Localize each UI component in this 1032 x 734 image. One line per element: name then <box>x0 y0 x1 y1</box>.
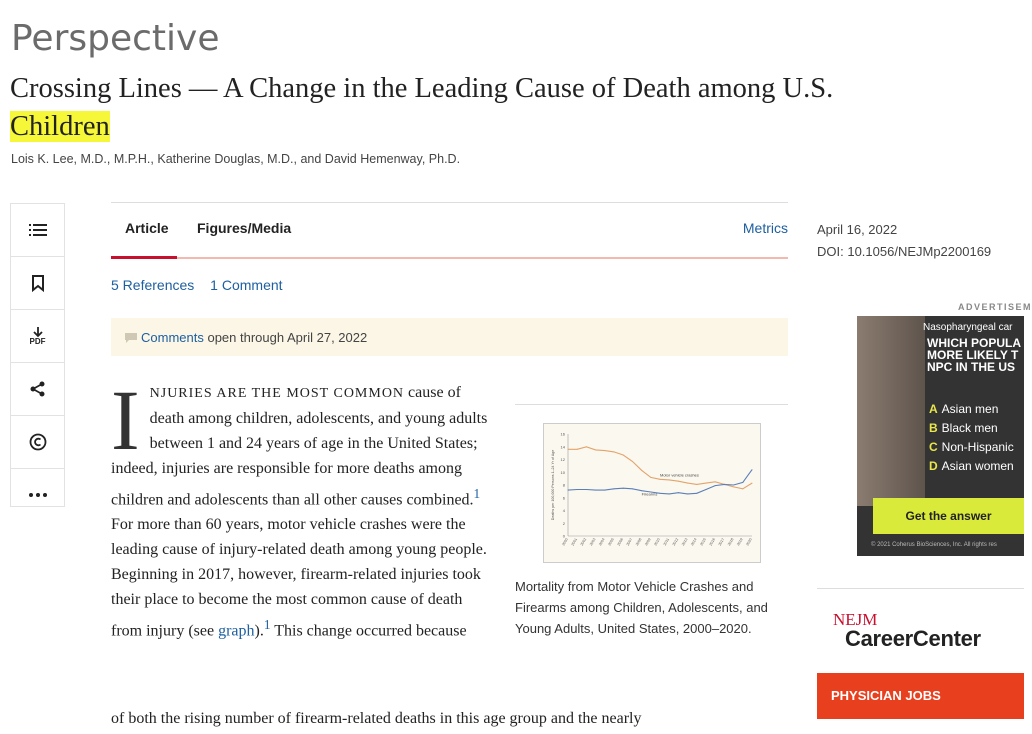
motor-vehicle-series-point <box>660 479 661 480</box>
firearms-series-point <box>752 469 753 470</box>
x-tick-label: 2007 <box>625 537 634 547</box>
x-tick-label: 2004 <box>598 537 606 547</box>
career-divider <box>817 588 1024 589</box>
mortality-chart <box>544 424 760 562</box>
ad-option-b: B Black men <box>929 421 998 435</box>
article-tabs <box>111 202 788 259</box>
motor-vehicle-series-point <box>752 483 753 484</box>
tab-metrics[interactable]: Metrics <box>742 220 788 236</box>
y-tick-label: 12 <box>560 457 565 462</box>
ad-option-a: A Asian men <box>929 402 999 416</box>
advertisement[interactable] <box>857 316 1024 556</box>
x-tick-label: 2015 <box>699 537 707 547</box>
career-center-logo[interactable]: CareerCenter <box>845 626 981 651</box>
physician-jobs-label: PHYSICIAN JOBS <box>831 688 941 703</box>
tab-figures-media[interactable]: Figures/Media <box>197 220 292 236</box>
lead-smallcaps: NJURIES ARE THE MOST COMMON <box>149 386 405 401</box>
motor-vehicle-series-point <box>604 450 605 451</box>
firearms-series-point <box>715 485 716 486</box>
comments-banner <box>111 318 788 356</box>
firearms-series-point <box>733 485 734 486</box>
firearms-series-point <box>696 493 697 494</box>
comment-link[interactable]: 1 Comment <box>210 277 283 293</box>
physician-jobs-bar[interactable] <box>817 673 1024 719</box>
article-body <box>111 372 491 644</box>
motor-vehicle-series-point <box>678 481 679 482</box>
x-tick-label: 2008 <box>635 537 643 547</box>
firearms-series-point <box>586 489 587 490</box>
reference-1-link-2[interactable]: 1 <box>263 617 271 633</box>
x-tick-label: 2019 <box>736 537 744 547</box>
firearms-series-point <box>568 490 569 491</box>
body-p3: ). <box>254 622 264 640</box>
references-links <box>111 277 283 293</box>
ad-option-d: D Asian women <box>929 459 1014 473</box>
firearms-series-point <box>687 493 688 494</box>
share-button[interactable] <box>11 363 64 416</box>
firearms-series-point <box>678 492 679 493</box>
firearms-series-point <box>623 488 624 489</box>
motor-vehicle-series-point <box>706 483 707 484</box>
more-icon <box>29 493 47 497</box>
x-tick-label: 2000 <box>561 537 569 547</box>
x-tick-label: 2001 <box>570 537 579 547</box>
x-tick-label: 2014 <box>690 537 698 547</box>
motor-vehicle-series-point <box>696 484 697 485</box>
bookmark-icon <box>32 275 44 291</box>
y-tick-label: 2 <box>562 520 565 526</box>
figure-divider <box>515 404 788 405</box>
drop-cap: I <box>111 372 140 468</box>
motor-vehicle-series-point <box>568 449 569 450</box>
comments-link[interactable]: Comments <box>141 330 204 345</box>
x-tick-label: 2002 <box>579 537 588 547</box>
x-tick-label: 2013 <box>681 537 689 547</box>
nejm-logo: NEJM <box>833 610 878 629</box>
bookmark-button[interactable] <box>11 257 64 310</box>
copyright-icon <box>29 433 47 451</box>
article-kicker: Perspective <box>11 18 220 59</box>
x-tick-label: 2016 <box>708 537 717 547</box>
x-tick-label: 2020 <box>745 537 753 547</box>
x-tick-label: 2006 <box>616 537 625 547</box>
article-title <box>10 70 940 146</box>
reference-1-link[interactable]: 1 <box>473 486 481 501</box>
body-p2: For more than 60 years, motor vehicle crashes were the leading cause of injury-related death among young people. Beginning in 2017, however, firearm-related injuries took their place to become the most common cause of death from injury (see <box>111 516 487 640</box>
y-tick-label: 14 <box>560 444 565 450</box>
series-label-motor-vehicle: Motor vehicle crashes <box>660 472 699 478</box>
figure-caption: Mortality from Motor Vehicle Crashes and Firearms among Children, Adolescents, and Young Adults, United States, 2000–2020. <box>515 579 768 636</box>
more-options-button[interactable] <box>11 469 64 521</box>
firearms-series-point <box>669 493 670 494</box>
motor-vehicle-series-point <box>641 470 642 471</box>
copyright-button[interactable] <box>11 416 64 469</box>
y-tick-label: 10 <box>560 469 565 475</box>
download-icon <box>32 327 44 337</box>
firearms-series-point <box>614 488 615 489</box>
motor-vehicle-series-point <box>586 446 587 447</box>
x-tick-label: 2003 <box>589 537 597 547</box>
toc-button[interactable] <box>11 204 64 257</box>
x-tick-label: 2010 <box>653 537 661 547</box>
firearms-series-point <box>660 493 661 494</box>
x-tick-label: 2009 <box>644 537 652 547</box>
motor-vehicle-series-point <box>733 486 734 487</box>
body-p4: This change occurred because <box>270 622 467 640</box>
motor-vehicle-series-point <box>632 461 633 462</box>
x-tick-label: 2005 <box>607 537 615 547</box>
list-icon <box>29 223 47 237</box>
firearms-series-point <box>632 488 633 489</box>
ad-answer-button[interactable]: Get the answer <box>873 498 1024 534</box>
ad-question: WHICH POPULA MORE LIKELY T NPC IN THE US <box>927 336 1021 374</box>
title-main: Crossing Lines — A Change in the Leading Cause of Death among U.S. <box>10 73 834 104</box>
y-tick-label: 16 <box>560 431 565 437</box>
firearms-series-point <box>724 484 725 485</box>
motor-vehicle-series-point <box>742 488 743 489</box>
y-tick-label: 4 <box>562 508 565 513</box>
comments-status: open through April 27, 2022 <box>203 330 368 345</box>
motor-vehicle-series-point <box>614 451 615 452</box>
article-meta <box>817 219 991 263</box>
article-toolbar <box>10 203 65 507</box>
ad-image <box>857 316 925 506</box>
ad-footer: © 2021 Coherus BioSciences, Inc. All rights res <box>871 542 997 548</box>
graph-link[interactable]: graph <box>218 622 255 640</box>
x-tick-label: 2012 <box>671 537 680 547</box>
figure-thumbnail[interactable] <box>543 423 761 563</box>
download-pdf-button[interactable] <box>11 310 64 363</box>
ad-headline: Nasopharyngeal car <box>923 322 1013 333</box>
ad-option-c: C Non-Hispanic <box>929 440 1014 454</box>
series-label-firearms: Firearms <box>641 491 658 497</box>
motor-vehicle-series-point <box>669 479 670 480</box>
pdf-label: PDF <box>29 336 46 346</box>
x-tick-label: 2018 <box>727 537 735 547</box>
doi: DOI: 10.1056/NEJMp2200169 <box>817 244 992 259</box>
firearms-series-point <box>742 482 743 483</box>
motor-vehicle-series-point <box>715 481 716 482</box>
firearms-series-point <box>577 489 578 490</box>
motor-vehicle-series <box>568 447 752 489</box>
active-tab-indicator <box>111 256 177 259</box>
article-authors[interactable]: Lois K. Lee, M.D., M.P.H., Katherine Douglas, M.D., and David Hemenway, Ph.D. <box>11 152 461 166</box>
motor-vehicle-series-point <box>623 455 624 456</box>
body-continuation: of both the rising number of firearm-related deaths in this age group and the nearly <box>111 710 642 727</box>
motor-vehicle-series-point <box>687 483 688 484</box>
advertisement-label: ADVERTISEM <box>958 302 1032 312</box>
x-tick-label: 2017 <box>717 537 726 547</box>
tab-article[interactable]: Article <box>125 220 169 236</box>
y-tick-label: 6 <box>562 495 565 501</box>
y-axis-label: Deaths per 100,000 Persons 1–24 Yr of Age <box>551 449 555 521</box>
title-highlighted-word: Children <box>10 111 110 142</box>
share-icon <box>30 381 46 397</box>
publication-date: April 16, 2022 <box>817 222 898 237</box>
body-p1: cause of death among children, adolescents, and young adults between 1 and 24 years of age in the United States; indeed, injuries are responsible for more deaths among children and adolescents than all other causes combined. <box>111 384 488 509</box>
comment-icon <box>125 333 137 343</box>
motor-vehicle-series-point <box>650 477 651 478</box>
x-tick-label: 2011 <box>662 537 671 547</box>
y-tick-label: 8 <box>562 482 565 488</box>
motor-vehicle-series-point <box>595 449 596 450</box>
firearms-series-point <box>706 489 707 490</box>
firearms-series-point <box>604 490 605 491</box>
motor-vehicle-series-point <box>577 449 578 450</box>
y-tick-label: 0 <box>562 533 565 539</box>
firearms-series-point <box>595 490 596 491</box>
references-link[interactable]: 5 References <box>111 277 195 293</box>
